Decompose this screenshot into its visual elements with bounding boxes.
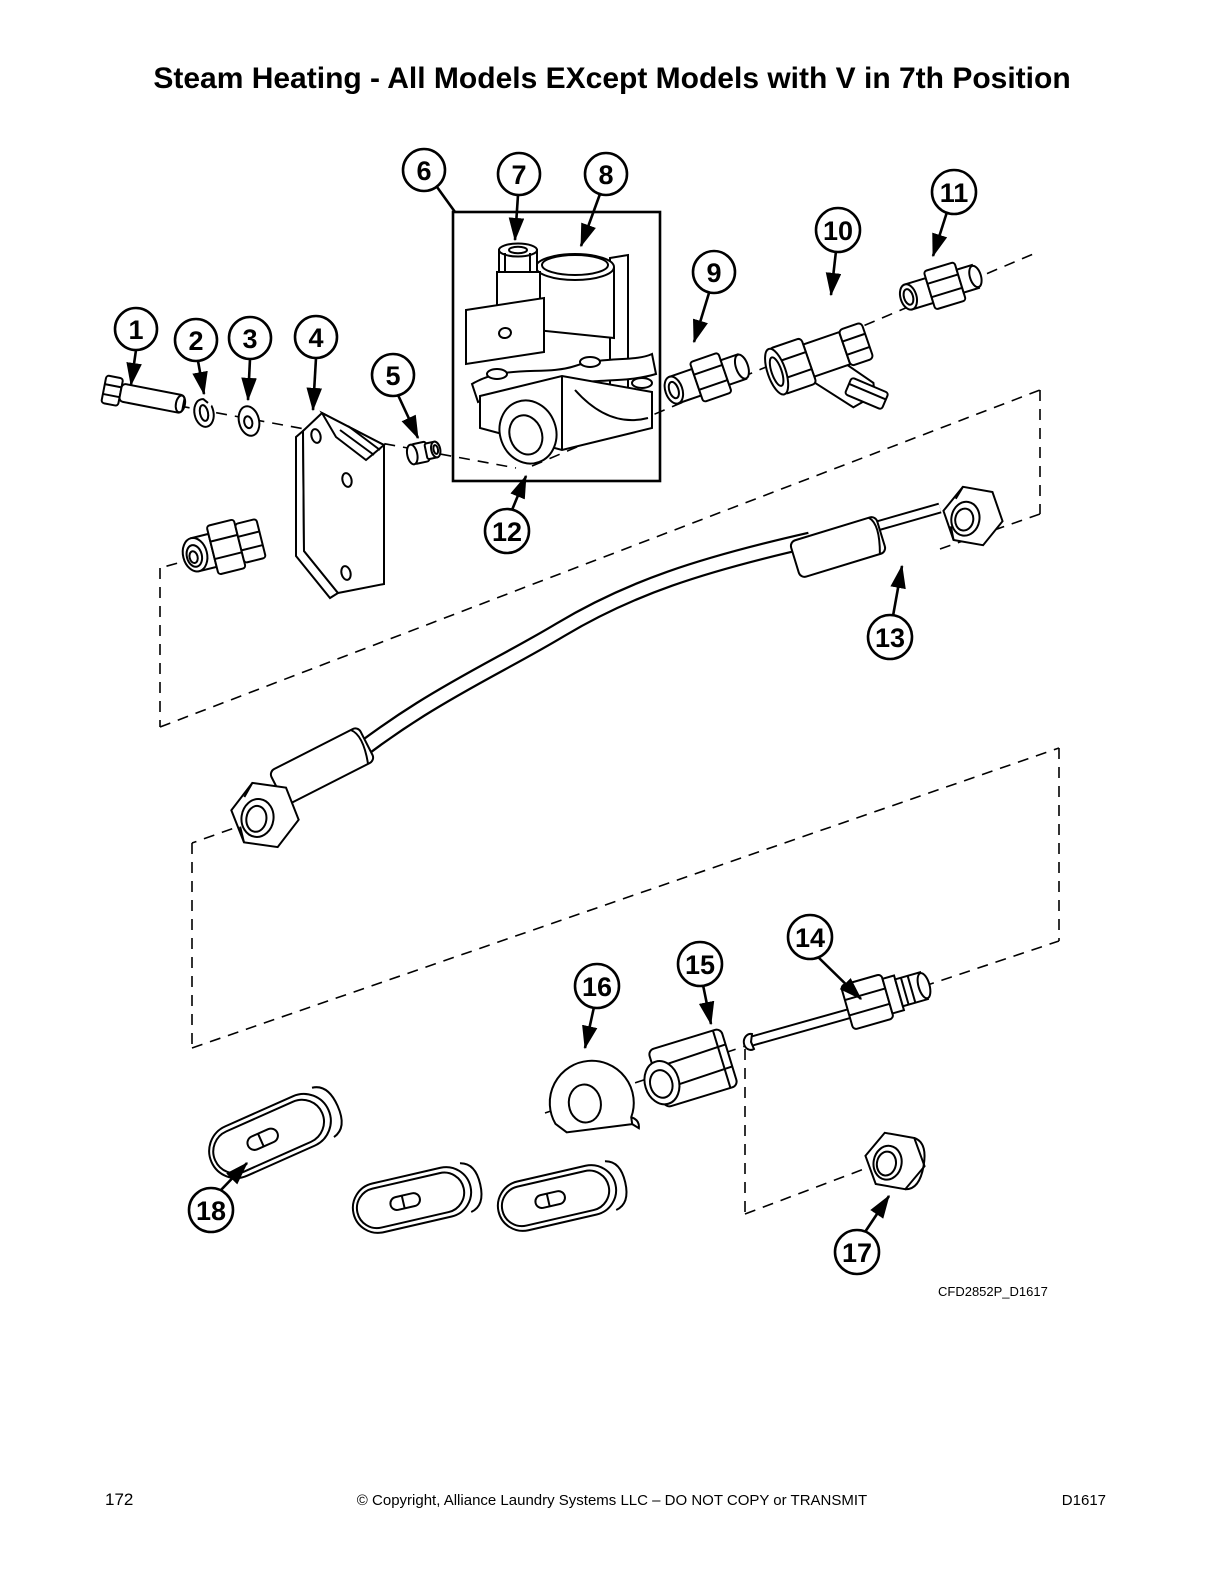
document-code: D1617	[1061, 1492, 1106, 1509]
callout-7	[498, 153, 540, 240]
flat-washer	[236, 404, 263, 438]
callout-18	[189, 1163, 247, 1232]
svg-text:15: 15	[684, 950, 716, 980]
callout-4	[295, 316, 337, 410]
page-footer	[0, 1490, 1224, 1520]
inlet-union-fitting	[177, 514, 267, 582]
callout-13	[868, 566, 912, 659]
cover-plate-1	[201, 1081, 349, 1186]
callout-5	[372, 354, 418, 438]
callout-1	[115, 308, 157, 385]
cover-plate-2	[348, 1160, 486, 1238]
callout-6	[403, 149, 455, 212]
svg-text:5: 5	[385, 361, 401, 391]
svg-text:7: 7	[511, 160, 527, 190]
bushing	[405, 439, 442, 466]
svg-text:14: 14	[794, 923, 826, 953]
svg-text:10: 10	[822, 216, 854, 246]
svg-text:2: 2	[188, 326, 204, 356]
callout-12	[485, 476, 529, 553]
solenoid-valve	[466, 244, 656, 472]
figure-code: CFD2852P_D1617	[938, 1284, 1048, 1299]
callout-9	[693, 251, 735, 342]
callout-8	[581, 153, 627, 246]
svg-text:12: 12	[491, 517, 523, 547]
svg-text:8: 8	[598, 160, 614, 190]
svg-text:13: 13	[874, 623, 906, 653]
y-strainer	[760, 317, 893, 441]
svg-text:17: 17	[841, 1238, 873, 1268]
hose-ferrule-right	[789, 516, 886, 579]
hose-nut-right	[939, 484, 1007, 548]
hex-nipple	[659, 345, 754, 413]
svg-text:1: 1	[128, 315, 144, 345]
svg-text:11: 11	[939, 178, 969, 208]
hex-bolt	[101, 375, 187, 418]
page-title: Steam Heating - All Models EXcept Models with V in 7th Position	[153, 62, 1071, 95]
cover-plate-3	[493, 1158, 631, 1236]
callout-16	[575, 964, 619, 1048]
callout-10	[816, 208, 860, 295]
svg-text:3: 3	[242, 324, 258, 354]
callout-11	[932, 170, 976, 256]
svg-text:4: 4	[308, 323, 324, 353]
coupling-nut	[635, 1028, 738, 1111]
svg-text:9: 9	[706, 258, 722, 288]
d-washer	[544, 1055, 639, 1140]
hex-union-fitting	[895, 256, 987, 319]
callout-2	[175, 319, 217, 394]
valve-flare-fitting	[499, 244, 537, 273]
svg-text:16: 16	[581, 972, 613, 1002]
callout-15	[678, 942, 722, 1024]
mounting-bracket	[296, 413, 384, 598]
lock-washer	[192, 397, 217, 428]
svg-text:6: 6	[416, 156, 432, 186]
copyright-notice: © Copyright, Alliance Laundry Systems LLC – DO NOT COPY or TRANSMIT	[356, 1492, 868, 1509]
callout-3	[229, 317, 271, 400]
page-number: 172	[105, 1490, 134, 1509]
hex-nut-fitting	[861, 1130, 929, 1192]
steam-tube	[744, 962, 936, 1050]
svg-text:18: 18	[195, 1196, 227, 1226]
callout-17	[835, 1196, 889, 1274]
